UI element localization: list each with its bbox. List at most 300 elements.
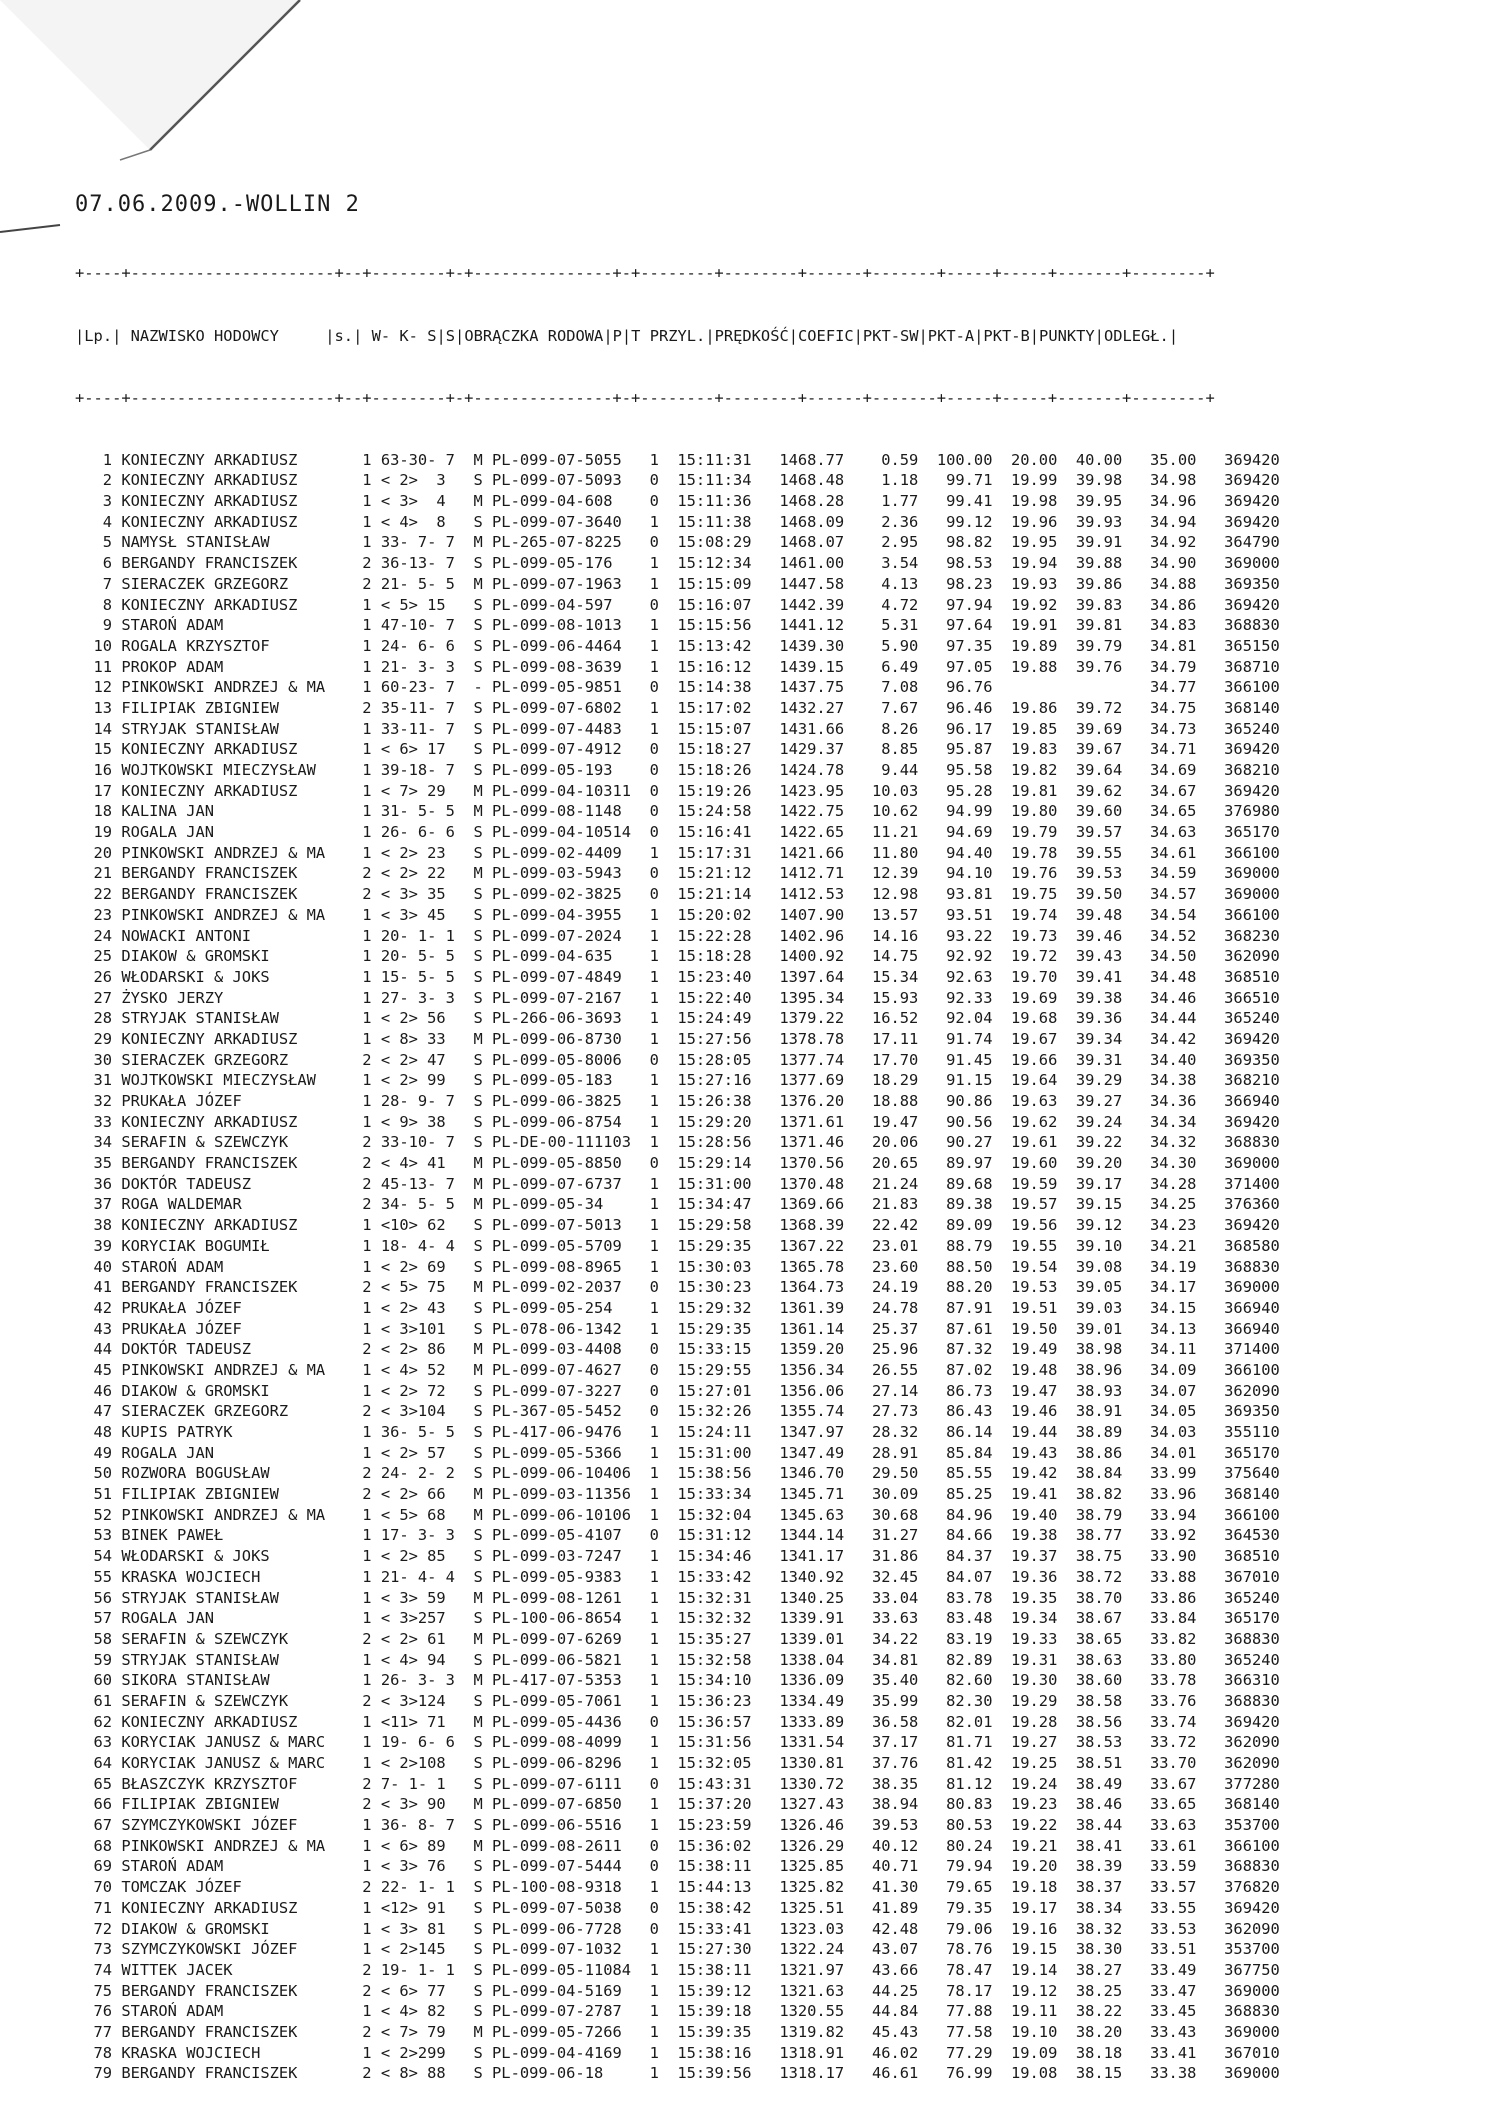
table-cell: S xyxy=(464,1236,483,1255)
table-cell: 16 xyxy=(75,761,113,779)
table-cell: KORYCIAK JANUSZ & MARC xyxy=(112,1733,335,1752)
table-cell: 81.12 xyxy=(918,1774,993,1793)
table-cell: 368710 xyxy=(1196,657,1280,676)
table-cell: S xyxy=(464,885,483,904)
table-cell: 43.66 xyxy=(844,1960,919,1979)
table-row xyxy=(75,1091,1280,1112)
table-cell: PINKOWSKI ANDRZEJ & MA xyxy=(112,1836,335,1855)
table-cell: 1 xyxy=(631,1464,659,1483)
table-cell: 15:13:42 xyxy=(658,636,752,655)
table-cell: 1439.30 xyxy=(751,636,845,655)
table-cell: 19.81 xyxy=(992,781,1058,800)
table-cell: S xyxy=(464,1112,483,1131)
table-cell: 19.46 xyxy=(992,1402,1058,1421)
table-cell: 92.92 xyxy=(918,947,993,966)
table-cell: 37 xyxy=(75,1195,113,1214)
table-cell: 19.72 xyxy=(992,947,1058,966)
table-cell: 1 xyxy=(631,1505,659,1524)
table-cell: 1 xyxy=(334,761,372,779)
table-cell: 1431.66 xyxy=(751,719,845,738)
table-cell: 0 xyxy=(631,802,659,821)
table-cell: 371400 xyxy=(1196,1174,1280,1193)
table-cell: S xyxy=(464,1443,483,1462)
table-cell: S xyxy=(464,1464,483,1483)
table-cell: 19.85 xyxy=(992,719,1058,738)
table-cell: 39.62 xyxy=(1057,781,1123,800)
table-cell: - xyxy=(464,678,483,697)
table-cell: 1 xyxy=(334,802,372,821)
table-cell: 1322.24 xyxy=(751,1940,845,1959)
table-cell: 15:15:09 xyxy=(658,574,752,593)
table-cell: 59 xyxy=(75,1650,113,1669)
table-cell: PL-099-04-10311 xyxy=(482,781,632,800)
table-cell: 1319.82 xyxy=(751,2022,845,2041)
table-cell: 1 xyxy=(334,947,372,966)
table-cell: 1361.14 xyxy=(751,1319,845,1338)
table-cell: 34.63 xyxy=(1122,823,1197,842)
table-row xyxy=(75,946,1280,967)
table-cell: S xyxy=(464,843,483,862)
table-cell: 1 xyxy=(334,657,372,676)
table-cell: 19.36 xyxy=(992,1567,1058,1586)
table-cell: PL-099-02-3825 xyxy=(482,885,632,904)
table-row xyxy=(75,1670,1280,1691)
table-cell: 1344.14 xyxy=(751,1526,845,1545)
table-cell: 25 xyxy=(75,947,113,966)
table-cell: 369420 xyxy=(1196,450,1280,469)
col-sex: S xyxy=(445,326,456,345)
table-cell: TOMCZAK JÓZEF xyxy=(112,1878,335,1897)
table-cell: PL-099-07-2167 xyxy=(482,988,632,1007)
table-row xyxy=(75,2043,1280,2064)
table-cell: 45.43 xyxy=(844,2022,919,2041)
table-cell: 365240 xyxy=(1196,1650,1280,1669)
table-cell: 45 xyxy=(75,1360,113,1379)
table-cell: PINKOWSKI ANDRZEJ & MA xyxy=(112,1505,335,1524)
table-cell: 80.83 xyxy=(918,1795,993,1814)
table-cell: 1 xyxy=(334,1567,372,1586)
table-cell: < 2> 23 xyxy=(371,843,465,862)
table-cell: 34.52 xyxy=(1122,926,1197,945)
table-cell: 365240 xyxy=(1196,1009,1280,1028)
table-cell: STRYJAK STANISŁAW xyxy=(112,719,335,738)
table-cell: 90.56 xyxy=(918,1112,993,1131)
table-cell: 0 xyxy=(631,1712,659,1731)
table-cell: 1340.25 xyxy=(751,1588,845,1607)
table-cell: 1423.95 xyxy=(751,781,845,800)
table-cell: 1441.12 xyxy=(751,616,845,635)
col-name: NAZWISKO HODOWCY xyxy=(130,326,279,345)
table-cell: BERGANDY FRANCISZEK xyxy=(112,2064,335,2083)
table-cell: 36 xyxy=(75,1174,113,1193)
table-body xyxy=(75,450,1280,2084)
table-row xyxy=(75,1712,1280,1733)
table-cell: M xyxy=(464,1671,483,1690)
table-cell: 1422.65 xyxy=(751,823,845,842)
table-cell: 15:32:31 xyxy=(658,1588,752,1607)
table-cell: 15:17:02 xyxy=(658,698,752,717)
table-cell: BERGANDY FRANCISZEK xyxy=(112,1154,335,1173)
table-cell: 17- 3- 3 xyxy=(371,1526,465,1545)
table-cell: 34.11 xyxy=(1122,1340,1197,1359)
table-cell: 28.32 xyxy=(844,1423,919,1441)
table-cell xyxy=(992,678,1057,696)
table-cell: 1 xyxy=(334,926,372,945)
table-cell: 31- 5- 5 xyxy=(371,802,465,821)
table-cell: M xyxy=(464,1485,483,1504)
table-cell: 89.68 xyxy=(918,1174,993,1193)
table-cell: PL-099-07-5038 xyxy=(482,1898,632,1917)
table-cell: 34.25 xyxy=(1122,1195,1197,1214)
table-row xyxy=(75,1029,1280,1050)
table-cell: 1 xyxy=(334,1071,372,1090)
document-title: 07.06.2009.-WOLLIN 2 xyxy=(75,192,360,217)
table-cell: 369420 xyxy=(1196,595,1280,614)
table-cell: 34.71 xyxy=(1122,740,1197,759)
table-cell: 1347.49 xyxy=(751,1443,845,1462)
table-cell: BERGANDY FRANCISZEK xyxy=(112,864,335,883)
table-row xyxy=(75,781,1280,802)
table-cell: 365150 xyxy=(1196,636,1280,655)
table-cell: 39.55 xyxy=(1057,843,1123,862)
table-cell: 0 xyxy=(631,1857,659,1876)
table-cell: 1 xyxy=(631,988,659,1007)
table-cell: 19.44 xyxy=(992,1423,1058,1441)
table-cell: 82.60 xyxy=(918,1671,993,1690)
table-cell: PL-099-04-4169 xyxy=(482,2043,632,2062)
table-cell xyxy=(1057,678,1122,696)
table-cell: 19.14 xyxy=(992,1960,1058,1979)
table-cell: PL-099-05-176 xyxy=(482,554,632,573)
table-cell: 362090 xyxy=(1196,1381,1280,1400)
table-cell: SIERACZEK GRZEGORZ xyxy=(112,1402,335,1421)
table-cell: 1 xyxy=(334,1360,372,1379)
table-cell: 76.99 xyxy=(918,2064,993,2083)
table-cell: ROGALA JAN xyxy=(112,823,335,842)
table-cell: S xyxy=(464,2002,483,2021)
table-cell: 1378.78 xyxy=(751,1029,845,1048)
table-cell: M xyxy=(464,450,483,469)
table-row xyxy=(75,1856,1280,1877)
table-cell: 89.97 xyxy=(918,1154,993,1173)
table-cell: 89.38 xyxy=(918,1195,993,1214)
table-cell: 1 xyxy=(631,1567,659,1586)
table-cell: 40.12 xyxy=(844,1836,919,1855)
table-cell: KONIECZNY ARKADIUSZ xyxy=(112,740,335,759)
table-cell: 19.48 xyxy=(992,1360,1058,1379)
table-cell: 5.90 xyxy=(844,636,919,655)
table-cell: M xyxy=(464,1174,483,1193)
table-cell: 87.32 xyxy=(918,1340,993,1359)
table-cell: 1 xyxy=(334,781,372,800)
table-cell: 15:27:56 xyxy=(658,1029,752,1048)
table-row xyxy=(75,574,1280,595)
table-cell: 1325.51 xyxy=(751,1898,845,1917)
table-cell: SZYMCZYKOWSKI JÓZEF xyxy=(112,1816,335,1835)
table-row xyxy=(75,1815,1280,1836)
table-cell: 365170 xyxy=(1196,823,1280,842)
table-cell: 12.39 xyxy=(844,864,919,883)
table-cell: 5 xyxy=(75,533,113,552)
table-cell: 1347.97 xyxy=(751,1423,845,1441)
table-cell: PRUKAŁA JÓZEF xyxy=(112,1319,335,1338)
table-cell: 91.74 xyxy=(918,1029,993,1048)
table-cell: 42.48 xyxy=(844,1919,919,1938)
table-cell: 38.35 xyxy=(844,1774,919,1793)
table-cell: 1334.49 xyxy=(751,1691,845,1710)
table-row xyxy=(75,532,1280,553)
table-cell: 366940 xyxy=(1196,1298,1280,1317)
table-cell: 1 xyxy=(75,450,113,469)
col-p: P xyxy=(612,326,622,345)
table-cell: 33.90 xyxy=(1122,1547,1197,1566)
table-cell: 39.67 xyxy=(1057,740,1123,759)
table-cell: WŁODARSKI & JOKS xyxy=(112,1547,335,1566)
table-cell: 38.75 xyxy=(1057,1547,1123,1566)
table-cell: 78.17 xyxy=(918,1981,993,2000)
table-cell: 38.96 xyxy=(1057,1360,1123,1379)
table-row xyxy=(75,1339,1280,1360)
table-cell: 38 xyxy=(75,1216,113,1235)
table-cell: 1 xyxy=(334,1588,372,1607)
table-cell: 97.94 xyxy=(918,595,993,614)
table-cell: < 2> 22 xyxy=(371,864,465,883)
table-cell: 0 xyxy=(631,823,659,842)
table-cell: 46.61 xyxy=(844,2064,919,2083)
table-row xyxy=(75,1484,1280,1505)
table-cell: 2 xyxy=(334,1878,372,1897)
table-cell: PL-099-08-8965 xyxy=(482,1257,632,1276)
table-cell: PL-099-05-34 xyxy=(482,1195,632,1214)
table-cell: < 2> 43 xyxy=(371,1298,465,1317)
table-cell: 64 xyxy=(75,1754,113,1772)
table-cell: 1326.46 xyxy=(751,1816,845,1835)
table-cell: 77.58 xyxy=(918,2022,993,2041)
table-cell: 39.76 xyxy=(1057,657,1123,676)
table-cell: 86.43 xyxy=(918,1402,993,1421)
table-cell: 19.47 xyxy=(992,1381,1058,1400)
table-cell: 34.07 xyxy=(1122,1381,1197,1400)
table-cell: 97.64 xyxy=(918,616,993,635)
table-cell: 39.93 xyxy=(1057,512,1123,531)
table-cell: 1377.74 xyxy=(751,1050,845,1069)
table-cell: 7 xyxy=(75,574,113,593)
table-cell: 1345.71 xyxy=(751,1485,845,1504)
table-cell: 38.93 xyxy=(1057,1381,1123,1400)
table-cell: 19.43 xyxy=(992,1443,1058,1462)
table-cell: 15:26:38 xyxy=(658,1092,752,1110)
table-cell: 34.46 xyxy=(1122,988,1197,1007)
table-cell: 40.00 xyxy=(1057,450,1123,469)
table-cell: PL-099-07-5013 xyxy=(482,1216,632,1235)
table-cell: 97.35 xyxy=(918,636,993,655)
table-cell: 34.40 xyxy=(1122,1050,1197,1069)
table-cell: 1 xyxy=(631,2022,659,2041)
table-cell: 29 xyxy=(75,1029,113,1048)
table-cell: 1 xyxy=(631,1671,659,1690)
col-speed: PRĘDKOŚĆ xyxy=(714,326,789,345)
table-row xyxy=(75,1629,1280,1650)
table-cell: 19.59 xyxy=(992,1174,1058,1193)
table-cell: < 5> 75 xyxy=(371,1278,465,1297)
table-cell: 38.56 xyxy=(1057,1712,1123,1731)
table-cell: 1341.17 xyxy=(751,1547,845,1566)
table-cell: 15:37:20 xyxy=(658,1795,752,1814)
table-cell: 1325.85 xyxy=(751,1857,845,1876)
table-cell: 1 xyxy=(631,1960,659,1979)
table-cell: 1437.75 xyxy=(751,678,845,697)
table-cell: 34.94 xyxy=(1122,512,1197,531)
table-cell: 34.42 xyxy=(1122,1029,1197,1048)
table-cell: PL-099-03-5943 xyxy=(482,864,632,883)
table-cell: 30.09 xyxy=(844,1485,919,1504)
table-cell: PL-099-07-6850 xyxy=(482,1795,632,1814)
table-cell: S xyxy=(464,1960,483,1979)
table-cell: < 3> 90 xyxy=(371,1795,465,1814)
table-cell: <10> 62 xyxy=(371,1216,465,1235)
table-row xyxy=(75,1132,1280,1153)
col-s: s. xyxy=(334,326,354,345)
table-cell: 1377.69 xyxy=(751,1071,845,1090)
table-cell: 2 xyxy=(334,1981,372,2000)
table-cell: 15:18:27 xyxy=(658,740,752,759)
table-cell: 84.96 xyxy=(918,1505,993,1524)
table-cell: 1 xyxy=(334,1526,372,1545)
table-cell: 1371.61 xyxy=(751,1112,845,1131)
table-cell: 15:34:47 xyxy=(658,1195,752,1214)
table-cell: 368140 xyxy=(1196,1485,1280,1504)
table-cell: 1339.91 xyxy=(751,1609,845,1628)
table-cell: M xyxy=(464,864,483,883)
table-cell: 1339.01 xyxy=(751,1629,845,1648)
table-cell: PL-099-03-4408 xyxy=(482,1340,632,1359)
table-cell: 369420 xyxy=(1196,740,1280,759)
table-cell: < 6> 17 xyxy=(371,740,465,759)
table-cell: 19- 1- 1 xyxy=(371,1960,465,1979)
table-cell: S xyxy=(464,1733,483,1752)
table-cell: 0 xyxy=(631,781,659,800)
table-cell: 39.01 xyxy=(1057,1319,1123,1338)
table-cell: 369000 xyxy=(1196,2022,1280,2041)
table-cell: SERAFIN & SZEWCZYK xyxy=(112,1629,335,1648)
table-cell: 1376.20 xyxy=(751,1092,845,1110)
table-cell: 96.46 xyxy=(918,698,993,717)
table-cell: 23 xyxy=(75,905,113,924)
table-cell: 1 xyxy=(631,512,659,531)
table-cell: PL-099-02-4409 xyxy=(482,843,632,862)
table-cell: 369350 xyxy=(1196,574,1280,593)
table-cell: 15:38:16 xyxy=(658,2043,752,2062)
table-row xyxy=(75,1298,1280,1319)
table-cell: 33.38 xyxy=(1122,2064,1197,2083)
table-cell: PL-266-06-3693 xyxy=(482,1009,632,1028)
table-cell: PL-099-07-3227 xyxy=(482,1381,632,1400)
table-row xyxy=(75,1194,1280,1215)
table-cell: 7- 1- 1 xyxy=(371,1774,465,1793)
table-row xyxy=(75,657,1280,678)
table-cell: 41.30 xyxy=(844,1878,919,1897)
table-cell: 1 xyxy=(334,1009,372,1028)
table-header: |Lp.| NAZWISKO HODOWCY |s.| W- K- S|S|OBRĄCZKA RODOWA|P|T PRZYL.|PRĘDKOŚĆ|COEFIC|PKT-SW|PKT-A|PKT-B|PUNKTY|ODLEGŁ.| xyxy=(75,326,1179,345)
table-cell: 0 xyxy=(631,1154,659,1173)
table-cell: KUPIS PATRYK xyxy=(112,1423,335,1441)
table-cell: 362090 xyxy=(1196,1919,1280,1938)
table-row xyxy=(75,1401,1280,1422)
table-row xyxy=(75,1753,1280,1774)
table-cell: DIAKOW & GROMSKI xyxy=(112,1919,335,1938)
table-cell: 80.53 xyxy=(918,1816,993,1835)
table-cell: 1 xyxy=(334,1092,372,1110)
table-cell: 1325.82 xyxy=(751,1878,845,1897)
table-row xyxy=(75,1732,1280,1753)
table-cell: PL-099-07-2787 xyxy=(482,2002,632,2021)
table-cell: PINKOWSKI ANDRZEJ & MA xyxy=(112,678,335,697)
table-cell: KONIECZNY ARKADIUSZ xyxy=(112,595,335,614)
table-cell: 15:29:14 xyxy=(658,1154,752,1173)
table-cell: 99.12 xyxy=(918,512,993,531)
table-cell: 47 xyxy=(75,1402,113,1421)
table-cell: 10.62 xyxy=(844,802,919,821)
table-cell: 34.50 xyxy=(1122,947,1197,966)
table-cell: 19.89 xyxy=(992,636,1058,655)
table-cell: 15:32:04 xyxy=(658,1505,752,1524)
table-cell: 39.60 xyxy=(1057,802,1123,821)
table-cell: 34.22 xyxy=(844,1629,919,1648)
col-ring: OBRĄCZKA RODOWA xyxy=(464,326,604,345)
table-cell: 38.22 xyxy=(1057,2002,1123,2021)
table-cell: 51 xyxy=(75,1485,113,1504)
table-cell: 33.76 xyxy=(1122,1691,1197,1710)
table-row xyxy=(75,1422,1280,1443)
table-cell: 77.29 xyxy=(918,2043,993,2062)
table-cell: 15:29:35 xyxy=(658,1319,752,1338)
table-cell: M xyxy=(464,533,483,552)
table-cell: 2 xyxy=(334,1402,372,1421)
table-cell: 1 xyxy=(334,1505,372,1524)
table-cell: 1407.90 xyxy=(751,905,845,924)
table-cell: 1 xyxy=(631,1691,659,1710)
table-cell: 69 xyxy=(75,1857,113,1876)
table-cell: 19.23 xyxy=(992,1795,1058,1814)
table-cell: 15:30:03 xyxy=(658,1257,752,1276)
table-cell: PL-099-04-635 xyxy=(482,947,632,966)
table-cell: 1 xyxy=(631,1816,659,1835)
table-cell: ROGALA JAN xyxy=(112,1443,335,1462)
table-cell: 91.45 xyxy=(918,1050,993,1069)
table-cell: 15:27:16 xyxy=(658,1071,752,1090)
table-row xyxy=(75,553,1280,574)
table-cell: 369000 xyxy=(1196,2064,1280,2083)
table-cell: 368210 xyxy=(1196,761,1280,779)
table-cell: < 8> 33 xyxy=(371,1029,465,1048)
table-cell: < 5> 15 xyxy=(371,595,465,614)
table-cell: 369000 xyxy=(1196,1981,1280,2000)
table-cell: 1 xyxy=(631,1236,659,1255)
table-cell: DIAKOW & GROMSKI xyxy=(112,1381,335,1400)
table-cell: 38.39 xyxy=(1057,1857,1123,1876)
table-cell: 1 xyxy=(334,1423,372,1441)
table-cell: 38.20 xyxy=(1057,2022,1123,2041)
table-cell: 94.10 xyxy=(918,864,993,883)
table-cell: 1 xyxy=(631,1754,659,1772)
table-cell: ROGALA JAN xyxy=(112,1609,335,1628)
table-cell: S xyxy=(464,988,483,1007)
table-row xyxy=(75,1360,1280,1381)
table-cell: 39.48 xyxy=(1057,905,1123,924)
table-cell: 88.50 xyxy=(918,1257,993,1276)
table-cell: 366100 xyxy=(1196,1505,1280,1524)
table-cell: KONIECZNY ARKADIUSZ xyxy=(112,781,335,800)
